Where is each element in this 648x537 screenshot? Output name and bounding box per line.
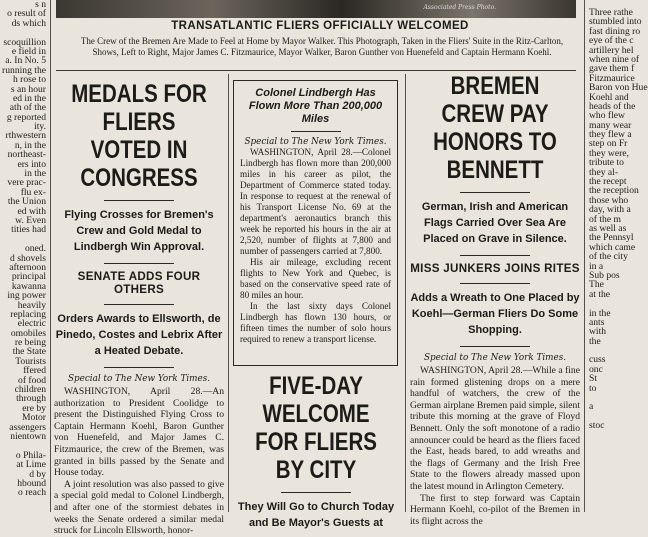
edge-text-line: o Phila- (15, 449, 46, 461)
bremen-headline-1: BREMEN CREW PAY (441, 72, 549, 128)
edge-text-line: artillery hel (589, 44, 634, 56)
edge-text-line: w. Even (15, 214, 46, 226)
bremen-rule-1 (460, 192, 530, 193)
medals-subhead: SENATE ADDS FOUR OTHERS (77, 270, 201, 296)
edge-text-line: when nine of (589, 53, 640, 65)
column-divider-4 (584, 0, 585, 512)
bremen-rule-2 (460, 255, 530, 256)
edge-text-line: ed in the (12, 92, 46, 104)
edge-text-line: ath of the (9, 102, 46, 114)
bremen-rule-4 (460, 346, 530, 347)
edge-text-line: day, with a (589, 204, 631, 216)
edge-text-line: children (14, 384, 46, 396)
edge-text-line: at the (589, 288, 611, 300)
medals-dateline: Special to The New York Times. (67, 374, 211, 384)
edge-text-line: rthwestern (5, 130, 46, 142)
edge-text-line: the (589, 335, 601, 347)
medals-body (54, 386, 224, 537)
lindbergh-paragraph: His air mileage, excluding recent flights to New York and Quebec, is based on the conservative speed rate of 80 miles an hour. (240, 257, 391, 300)
edge-text-line: tribute to (589, 157, 624, 169)
edge-text-line: Baron von Hue (589, 82, 648, 94)
caption-rule (56, 70, 576, 71)
edge-text-line: tities had (11, 224, 46, 236)
edge-text-line: the Union (7, 196, 46, 208)
edge-text-line: n, in the (14, 139, 46, 151)
edge-text-line: d shovels (10, 252, 46, 264)
edge-text-line: ity. (34, 121, 46, 133)
welcome-deck: They Will Go to Church Today and Be Mayor's Guests at (237, 501, 395, 529)
edge-text-line: ere by (22, 402, 46, 414)
photo-caption-headline: TRANSATLANTIC FLIERS OFFICIALLY WELCOMED (171, 20, 469, 32)
bremen-paragraph: WASHINGTON, April 28.—While a fine rain formed glistening drops on a mere handful of watchers, the crew of the German airplane Bremen paid simple, silent tribute this morning at the grave of Floyd Bennett. Only the soft monotone of a radio announcer could be heard as the fliers faced the East, heads bared, to add wreaths and the flags of Germany and the Irish Free State to the flowers already massed upon the latest mound in Arlington Cemetery. (410, 365, 580, 492)
edge-text-line: the State (12, 346, 46, 358)
edge-text-line (589, 393, 640, 402)
medals-deck: Flying Crosses for Bremen's Crew and Gold Medal to Lindbergh Win Approval. (64, 209, 214, 253)
edge-text-line: s an hour (10, 83, 46, 95)
edge-text-line: those who (589, 194, 629, 206)
edge-text-line: oned. (24, 243, 46, 255)
edge-text-line: ing power (7, 290, 46, 302)
edge-text-line: the Pennsyl (589, 232, 634, 244)
column-divider-1 (50, 0, 51, 512)
edge-text-line: ers into (17, 158, 46, 170)
medals-paragraph: A joint resolution was also passed to give a special gold medal to Colonel Lindbergh, and after one of the stormiest debates in weeks the Senate ordered a similar medal struck for Lincoln Ellsworth, honor- (54, 478, 224, 537)
edge-text-line: principal (11, 271, 46, 283)
edge-text-line: they were, (589, 147, 629, 159)
lindbergh-headline: Colonel Lindbergh Has Flown More Than 200,000 Miles (248, 87, 383, 125)
welcome-headline-2: FOR FLIERS BY CITY (255, 428, 377, 484)
edge-text-line: replacing (10, 308, 46, 320)
edge-text-line: Sub pos (589, 269, 620, 281)
medals-paragraph: WASHINGTON, April 28.—An authorization to President Coolidge to present the Distinguished Flying Cross to Captain Hermann Koehl, Baron Gunther von Huenefeld, and Major James C. Fitzmaurice, the crew of the Bremen, was granted in bills passed by the Senate and House today. (54, 386, 224, 479)
edge-text-line: cuss (589, 354, 606, 366)
bremen-dateline: Special to The New York Times. (423, 353, 567, 363)
edge-text-line: s n (35, 0, 46, 10)
edge-text-line: ffered (23, 365, 46, 377)
edge-text-line: assengers (9, 421, 46, 433)
edge-text-line: a (589, 401, 594, 413)
edge-text-line: with (589, 326, 607, 338)
edge-text-line: through (16, 393, 46, 405)
edge-text-line: which came (589, 241, 636, 253)
edge-text-line: St (589, 373, 598, 385)
medals-headline-1: MEDALS FOR FLIERS (71, 80, 207, 136)
edge-text-line: running the (2, 64, 46, 76)
edge-text-line: in the (589, 307, 611, 319)
edge-text-line: at Lime (16, 459, 46, 471)
edge-text-line: electric (17, 318, 46, 330)
edge-text-line: to (589, 382, 597, 394)
left-edge-column (0, 0, 46, 512)
photo-caption-body: The Crew of the Bremen Are Made to Feel at Home by Mayor Walker. This Photograph, Taken in the Fliers' Suite in the Ritz-Carlton, Shows, Left to Right, Major James C. Fitzmaurice, Mayor Walker, Baron Gunther von Huenefeld and Captain Hermann Koehl. (80, 36, 564, 57)
photo-credit: Associated Press Photo. (423, 4, 496, 11)
edge-text-line: flu ex- (20, 186, 46, 198)
edge-text-line: The (589, 279, 604, 291)
lindbergh-paragraph: WASHINGTON, April 28.—Colonel Lindbergh has flown more than 200,000 miles in his career as pilot, the Department of Commerce stated today. In response to request at the renewal of his Transport License No. 69 at the department's aeronautics branch this week he reported his hours in the air at 2,520, number of flights at 7,800 and number of passengers carried at 7,800. (240, 147, 391, 256)
edge-text-line: re being (14, 337, 46, 349)
edge-text-line: who flew (589, 110, 625, 122)
edge-text-line: eye of the c (589, 35, 634, 47)
medals-headline-2: VOTED IN CONGRESS (80, 136, 198, 192)
edge-text-line: omobiles (10, 327, 46, 339)
edge-text-line: h rose to (12, 74, 46, 86)
column-divider-2 (228, 74, 229, 512)
edge-text-line: they flew a (589, 129, 632, 141)
edge-text-line: the reception (589, 185, 639, 197)
edge-text-line: stoc (589, 420, 605, 432)
edge-text-line: onc (589, 363, 603, 375)
edge-text-line: vere prac- (7, 177, 46, 189)
edge-text-line: Motor (22, 412, 46, 424)
edge-text-line: o result of (7, 8, 46, 20)
lindbergh-box (233, 80, 398, 366)
edge-text-line: kawanna (11, 280, 46, 292)
edge-text-line: ants (589, 316, 605, 328)
medals-rule-1 (104, 200, 174, 201)
bremen-deck: German, Irish and American Flags Carried Over Sea Are Placed on Grave in Silence. (421, 201, 569, 245)
edge-text-line: hbound (17, 477, 46, 489)
edge-text-line: Fitzmaurice (589, 72, 635, 84)
edge-text-line: e field in (11, 45, 46, 57)
column-divider-3 (405, 74, 406, 512)
edge-text-line: heads of the (589, 100, 636, 112)
edge-text-line: nientown (10, 430, 46, 442)
edge-text-line: fast dining ro (589, 25, 641, 37)
edge-text-line: northeast- (7, 149, 46, 161)
edge-text-line: gave them f (589, 63, 635, 75)
edge-text-line: many wear (589, 119, 632, 131)
edge-text-line: g reported (6, 111, 46, 123)
bremen-headline-2: HONORS TO BENNETT (433, 128, 557, 184)
right-edge-column (589, 7, 648, 512)
medals-rule-2 (104, 263, 174, 264)
lindbergh-rule (291, 131, 341, 132)
medals-article (54, 80, 224, 537)
bremen-rule-3 (460, 283, 530, 284)
lindbergh-dateline: Special to The New York Times. (244, 137, 387, 147)
photograph-strip (56, 0, 576, 18)
edge-text-line: scoquillion (3, 36, 46, 48)
welcome-headline-1: FIVE-DAY WELCOME (262, 372, 370, 428)
edge-text-line: heavily (17, 299, 46, 311)
edge-text-line: of food (18, 374, 46, 386)
edge-text-line: in the (24, 168, 46, 180)
edge-text-line: the recept (589, 176, 627, 188)
edge-text-line: a. In No. 5 (5, 55, 46, 67)
welcome-rule (281, 492, 351, 493)
medals-rule-4 (104, 367, 174, 368)
edge-text-line: o reach (18, 487, 46, 499)
medals-rule-3 (104, 304, 174, 305)
edge-text-line: Three rathe (589, 7, 633, 18)
bremen-deck-2: Adds a Wreath to One Placed by Koehl—German Fliers Do Some Shopping. (410, 292, 580, 336)
edge-text-line: of the city (589, 251, 628, 263)
edge-text-line: ds which (11, 17, 46, 29)
bremen-article (410, 72, 580, 527)
edge-text-line: as well as (589, 222, 627, 234)
edge-text-line: in a (589, 260, 604, 272)
welcome-article (231, 372, 401, 529)
bremen-body (410, 365, 580, 527)
bremen-paragraph: The first to step forward was Captain Hermann Koehl, co-pilot of the Bremen in its flight across the (410, 492, 580, 527)
lindbergh-body (240, 147, 391, 345)
bremen-subhead: MISS JUNKERS JOINS RITES (410, 262, 580, 275)
edge-text-line: of the m (589, 213, 621, 225)
edge-text-line: Koehl and (589, 91, 629, 103)
lindbergh-paragraph: In the last sixty days Colonel Lindbergh has flown 130 hours, or fifteen times the number of solo hours required to renew a transport license. (240, 301, 391, 344)
edge-text-line: Tourists (15, 355, 46, 367)
edge-text-line: they al- (589, 166, 619, 178)
edge-text-line: step on Fr (589, 138, 628, 150)
edge-text-line: d by (29, 468, 46, 480)
edge-text-line: ed with (17, 205, 46, 217)
medals-deck-2: Orders Awards to Ellsworth, de Pinedo, Costes and Lebrix After a Heated Debate. (55, 313, 223, 357)
edge-text-line: afternoon (9, 261, 46, 273)
edge-text-line: stumbled into (589, 16, 642, 28)
